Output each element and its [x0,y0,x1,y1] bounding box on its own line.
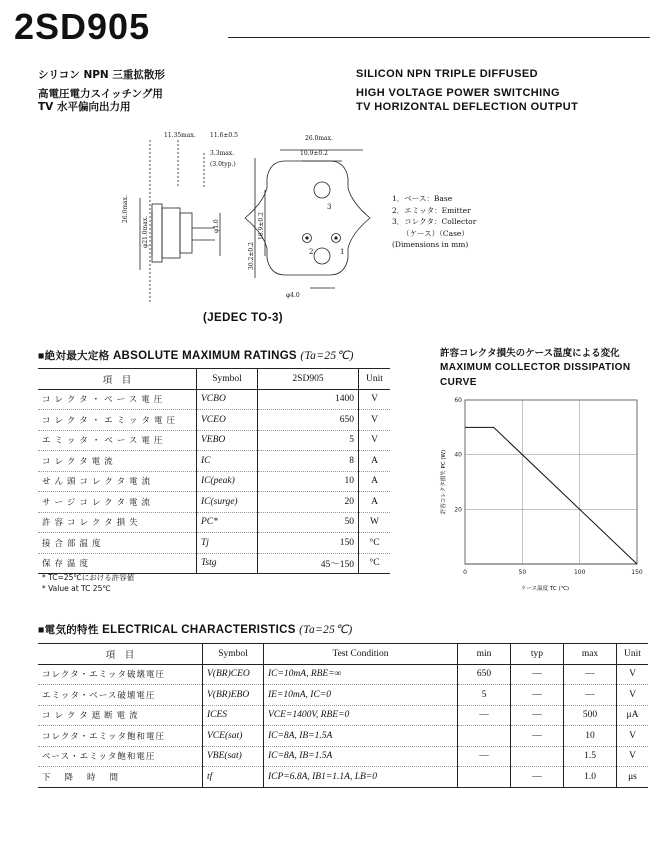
legend-line: （ケース）（Case） [402,228,469,238]
dim-label: 11.35max. [164,132,196,139]
ec-title: ■電気的特性 ELECTRICAL CHARACTERISTICS (Ta=25℃) [38,624,353,636]
x-tick-label: 100 [573,569,586,576]
legend-line: 2．エミッタ：Emitter [392,205,471,215]
table-row: コレクタ・エミッタ電圧 VCEO 650 V [38,410,390,431]
dim-label: 16.9±0.2 [258,212,265,240]
table-row: ベース・エミッタ飽和電圧 VBE(sat) IC=8A, IB=1.5A — 1.5 V [38,746,648,767]
dim-label: (3.0typ.) [210,161,236,168]
y-tick-label: 60 [454,397,462,404]
table-row: コレクタ電流 IC 8 A [38,451,390,472]
amr-header-value: 2SD905 [258,369,359,390]
ec-header-unit: Unit [617,644,649,665]
y-tick-label: 40 [454,451,462,459]
jp-use-1: 高電圧電力スイッチング用 [38,88,163,100]
x-tick-label: 0 [463,569,467,576]
dim-label: φ1.0 [213,219,220,233]
x-tick-label: 50 [518,569,527,576]
pin-label: 2 [309,248,314,256]
pin-label: 3 [327,203,332,211]
curve-title-en-1: MAXIMUM COLLECTOR DISSIPATION [440,362,631,373]
pin-legend [392,193,476,251]
ec-header-symbol: Symbol [203,644,264,665]
x-tick-label: 150 [631,569,643,576]
dim-label: φ21.0max. [142,215,149,248]
amr-title: ■絶対最大定格 ABSOLUTE MAXIMUM RATINGS (Ta=25℃) [38,350,354,362]
legend-line: 3．コレクタ：Collector [392,217,477,226]
table-row: 下降時間 tf ICP=6.8A, IB1=1.1A, LB=0 — 1.0 μs [38,767,648,788]
jedec-label: (JEDEC TO-3) [203,312,283,324]
table-row: エミッタ・ベース破壊電圧 V(BR)EBO IE=10mA, IC=0 5 — — V [38,685,648,706]
jp-type: シリコン NPN 三重拡散形 [38,69,165,81]
table-row: 保存温度 Tstg 45～150 °C [38,553,390,574]
table-row: 許容コレクタ損失 PC* 50 W [38,512,390,533]
dim-label: φ4.0 [286,292,300,299]
amr-header-unit: Unit [359,369,391,390]
ec-table [38,643,648,788]
dim-label: 26.0max. [305,135,333,142]
jp-use-2: TV 水平偏向出力用 [38,101,131,113]
dim-label: 11.6±0.5 [210,132,238,139]
table-row: コレクタ・エミッタ飽和電圧 VCE(sat) IC=8A, IB=1.5A — 10 V [38,726,648,747]
title-rule [228,37,650,38]
ec-header-min: min [458,644,511,665]
pc-curve-line [465,427,637,564]
x-axis-label: ケース温度 TC (℃) [520,586,570,592]
dim-label: 30.2±0.2 [248,242,255,270]
dim-label: 10.9±0.2 [300,150,328,157]
part-number-title: 2SD905 [14,6,151,47]
table-row: エミッタ・ベース電圧 VEBO 5 V [38,430,390,451]
package-dimension-labels [120,128,380,308]
table-row: 接合部温度 Tj 150 °C [38,533,390,554]
table-row: コレクタ遮断電流 ICES VCE=1400V, RBE=0 — — 500 μA [38,705,648,726]
dim-label: 3.3max. [210,150,235,157]
amr-table [38,368,390,574]
amr-note-en: * Value at TC 25℃ [42,584,111,593]
amr-header-symbol: Symbol [197,369,258,390]
legend-line: 1．ベース：Base [392,194,453,203]
curve-title-en-2: CURVE [440,377,477,388]
ec-header-item: 項 目 [38,644,203,665]
table-row: コレクタ・ベース電圧 VCBO 1400 V [38,389,390,410]
table-row: サージコレクタ電流 IC(surge) 20 A [38,492,390,513]
amr-note-jp: * TC=25℃における許容値 [42,573,135,582]
ec-header-condition: Test Condition [264,644,458,665]
ec-header-typ: typ [511,644,564,665]
ec-header-max: max [564,644,617,665]
dissipation-chart [435,392,650,597]
en-use-2: TV HORIZONTAL DEFLECTION OUTPUT [356,101,579,113]
dim-label: 26.0max. [122,195,129,223]
en-type: SILICON NPN TRIPLE DIFFUSED [356,68,538,80]
y-axis-label: 許容コレクタ損失 PC (W) [441,449,447,515]
y-tick-label: 20 [454,506,462,514]
amr-header-item: 項 目 [38,369,197,390]
pin-label: 1 [340,248,345,256]
legend-line: (Dimensions in mm) [392,240,469,249]
en-use-1: HIGH VOLTAGE POWER SWITCHING [356,87,560,99]
table-row: せん頭コレクタ電流 IC(peak) 10 A [38,471,390,492]
curve-title-jp: 許容コレクタ損失のケース温度による変化 [440,348,620,359]
table-row: コレクタ・エミッタ破壊電圧 V(BR)CEO IC=10mA, RBE=∞ 650 — — V [38,664,648,685]
